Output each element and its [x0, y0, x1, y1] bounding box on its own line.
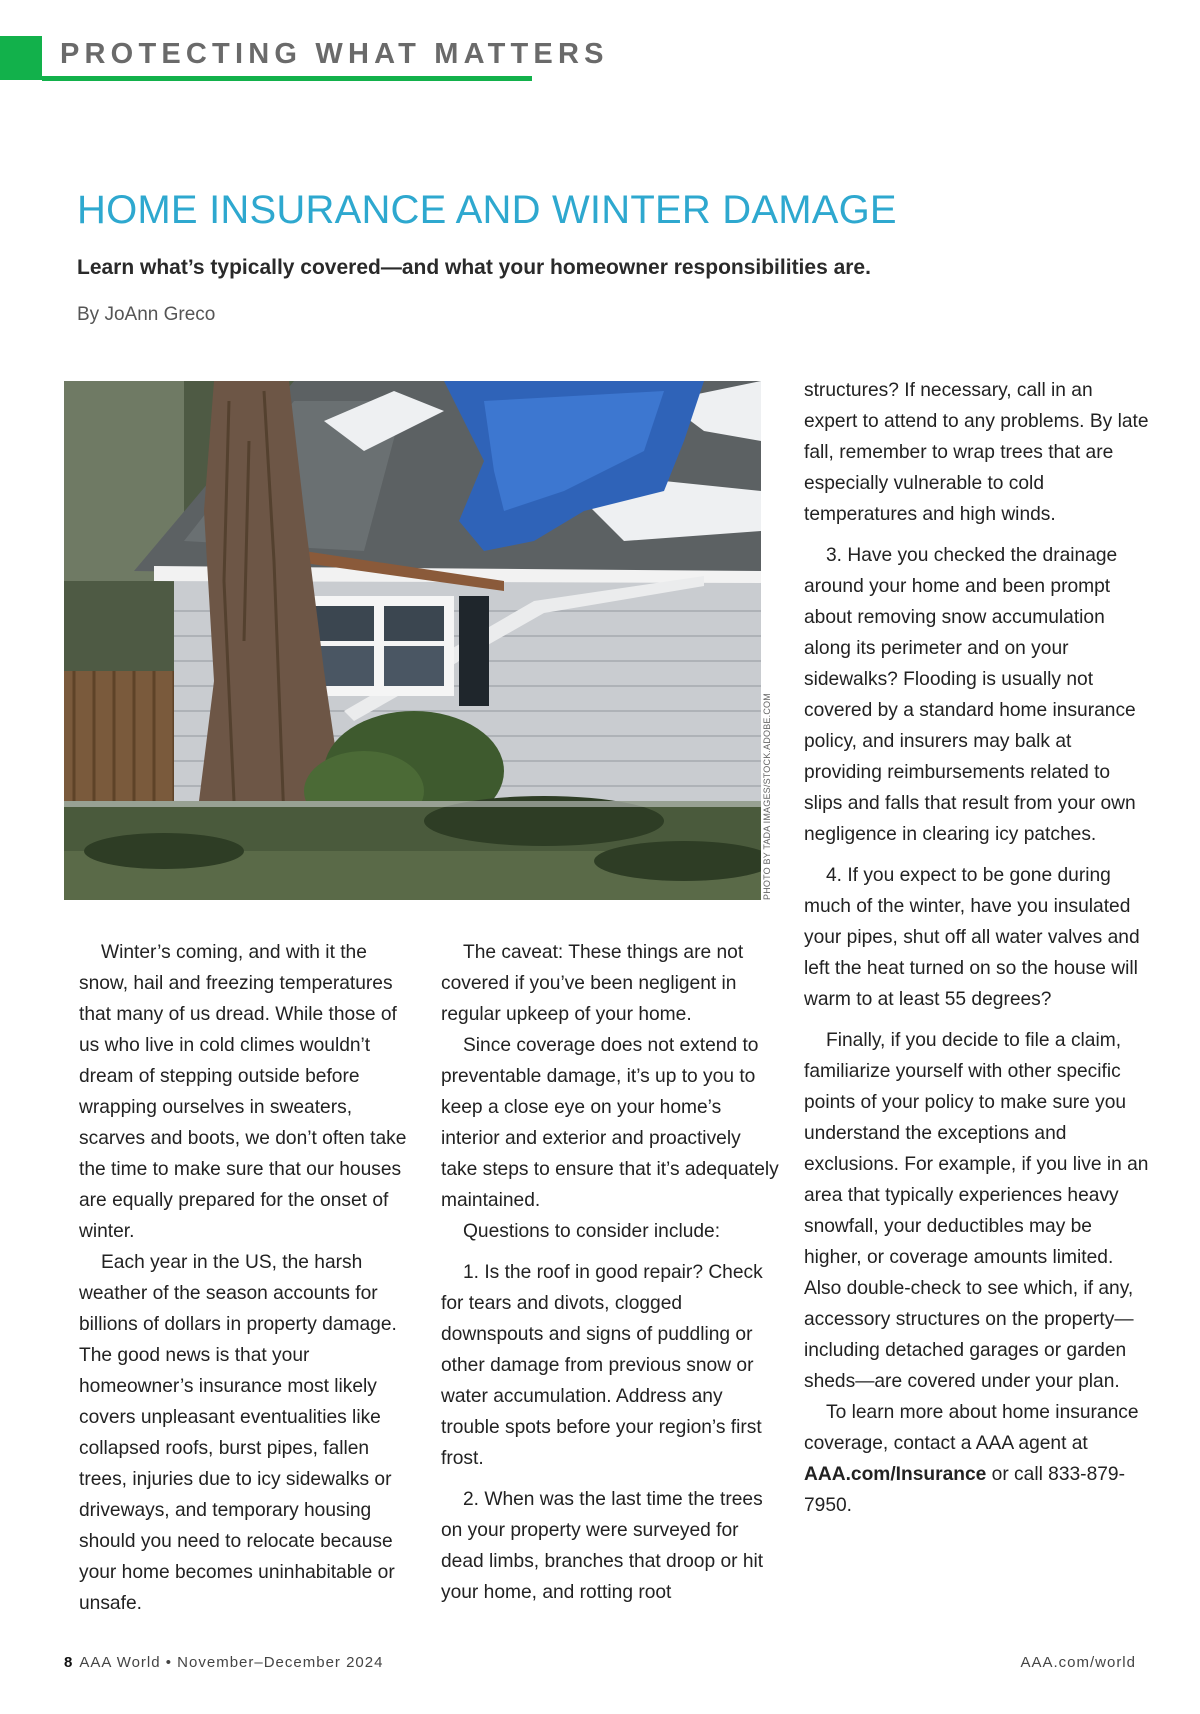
section-title: PROTECTING WHAT MATTERS [60, 38, 609, 70]
page-footer [64, 1654, 383, 1671]
publication-info: AAA World • November–December 2024 [79, 1654, 384, 1671]
article-column-3 [804, 375, 1149, 1521]
article-column-1 [79, 937, 414, 1619]
insurance-link[interactable]: AAA.com/Insurance [804, 1464, 987, 1485]
byline: By JoAnn Greco [77, 304, 216, 325]
question-item: 2. When was the last time the trees on your property were surveyed for dead limbs, branches that droop or hit your home, and rotting root [441, 1489, 764, 1603]
question-item: 4. If you expect to be gone during much of the winter, have you insulated your pipes, shut off all water valves and left the heat turned on so the house will warm to at least 55 degrees? [804, 865, 1140, 1010]
paragraph: Each year in the US, the harsh weather of the season accounts for billions of dollars in property damage. The good news is that your homeowner’s insurance most likely covers unpleasant eventualities like collapsed roofs, burst pipes, fallen trees, injuries due to icy sidewalks or driveways, and temporary housing should you need to relocate because your home becomes uninhabitable or unsafe. [79, 1252, 397, 1614]
contact-text: To learn more about home insurance coverage, contact a AAA agent at [804, 1402, 1139, 1454]
section-accent-bar [0, 36, 42, 80]
section-rule [42, 76, 532, 81]
page-number: 8 [64, 1654, 74, 1671]
paragraph: Questions to consider include: [463, 1221, 721, 1242]
article-headline: HOME INSURANCE AND WINTER DAMAGE [77, 188, 897, 232]
footer-site-link[interactable]: AAA.com/world [1020, 1654, 1136, 1671]
article-dek: Learn what’s typically covered—and what your homeowner responsibilities are. [77, 256, 871, 279]
article-column-2 [441, 937, 781, 1608]
paragraph-contact [804, 1397, 1149, 1521]
paragraph: Finally, if you decide to file a claim, familiarize yourself with other specific points of your policy to make sure you understand the exceptions and exclusions. For example, if you live in an area that typically experiences heavy snowfall, your deductibles may be higher, or coverage amounts limited. Also double-check to see which, if any, accessory structures on the property—including detached garages or garden sheds—are covered under your plan. [804, 1030, 1149, 1392]
paragraph-continued: structures? If necessary, call in an expert to attend to any problems. By late fall, remember to wrap trees that are especially vulnerable to cold temperatures and high winds. [804, 380, 1149, 525]
contact-phone-text: or call 833-879-7950. [804, 1464, 1125, 1516]
paragraph: Since coverage does not extend to preventable damage, it’s up to you to keep a close eye on your home’s interior and exterior and proactively take steps to ensure that it’s adequately maintained. [441, 1035, 779, 1211]
question-item: 1. Is the roof in good repair? Check for tears and divots, clogged downspouts and signs of puddling or other damage from previous snow or water accumulation. Address any trouble spots before your region’s first frost. [441, 1262, 763, 1469]
paragraph: The caveat: These things are not covered if you’ve been negligent in regular upkeep of your home. [441, 942, 744, 1025]
paragraph: Winter’s coming, and with it the snow, hail and freezing temperatures that many of us dread. While those of us who live in cold climes wouldn’t dream of stepping outside before wrapping ourselves in sweaters, scarves and boots, we don’t often take the time to make sure that our houses are equally prepared for the onset of winter. [79, 942, 407, 1242]
question-item: 3. Have you checked the drainage around your home and been prompt about removing snow accumulation along its perimeter and on your sidewalks? Flooding is usually not covered by a standard home insurance policy, and insurers may balk at providing reimbursements related to slips and falls that result from your own negligence in clearing icy patches. [804, 545, 1136, 845]
photo-credit: PHOTO BY TADA IMAGES/STOCK.ADOBE.COM [762, 693, 772, 900]
article-photo [64, 381, 761, 900]
